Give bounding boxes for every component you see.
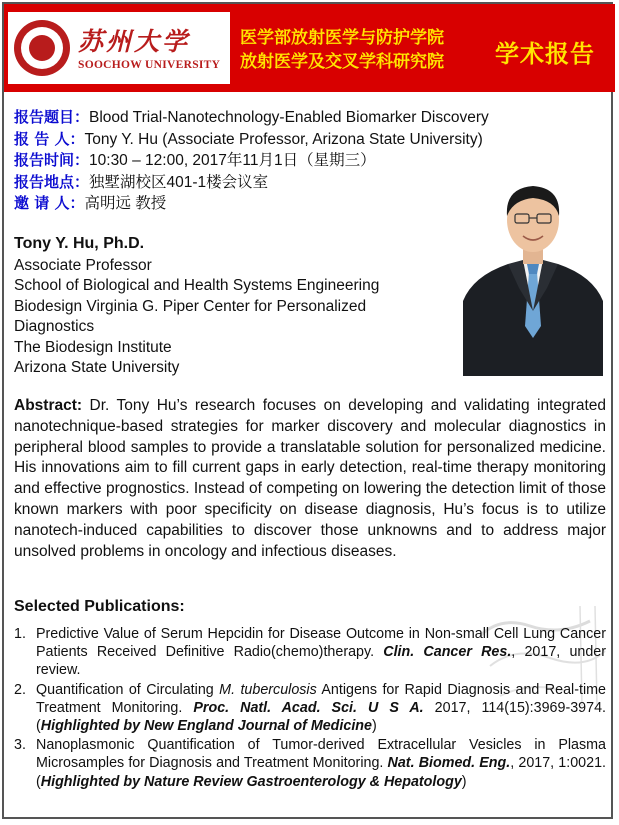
publication-item: [14, 681, 606, 736]
header-banner: [4, 4, 615, 92]
publication-number: 3.: [14, 737, 26, 754]
publication-text: , 2017, under review.: [36, 644, 607, 679]
place-row: [14, 172, 489, 194]
department-name: [240, 26, 444, 74]
publication-highlight: Highlighted by New England Journal of Medicine: [40, 718, 372, 735]
publication-text: , 2017, 1:0021. (: [36, 755, 606, 790]
university-name-cn: 苏州大学: [78, 27, 191, 56]
department-line-1: 医学部放射医学与防护学院: [240, 28, 444, 48]
host-label: 邀 请 人：: [14, 194, 85, 212]
speaker-bio-line: The Biodesign Institute: [14, 338, 172, 356]
university-seal-icon: [14, 20, 70, 76]
university-name-en: SOOCHOW UNIVERSITY: [78, 59, 221, 71]
time-label: 报告时间：: [14, 151, 90, 169]
publication-text: Quantification of Circulating: [36, 681, 220, 698]
abstract-text: Dr. Tony Hu’s research focuses on developing and validating integrated nanotechnique-based strategies for marker discovery and molecular diagnostics in peripheral blood samples to provide a translatable solution for personalized medicine. His innovations aim to fill current gaps in early detection, real-time therapy monitoring and effective prognostics. Instead of competing on lowering the detection limit of those known markers with poor specificity on disease diagnosis, Hu’s focus is to utilize nanotech-induced capabilities to discover those unknowns and to address major unsolved problems in oncology and infectious diseases.: [14, 397, 606, 560]
publication-journal: Proc. Natl. Acad. Sci. U S A.: [193, 699, 424, 716]
publication-text: ): [461, 773, 467, 790]
host-value: 高明远 教授: [84, 195, 167, 212]
speaker-bio-line: Associate Professor: [14, 256, 152, 274]
abstract: [14, 396, 606, 562]
host-row: [14, 193, 489, 215]
publication-number: 2.: [14, 681, 26, 698]
university-logo: [8, 12, 230, 84]
topic-label: 报告题目：: [14, 108, 90, 126]
publication-text: Nanoplasmonic Quantification of Tumor-derived Extracellular Vesicles in Plasma Microsamples for Diagnosis and Treatment Monitoring.: [36, 737, 606, 772]
publication-journal: Clin. Cancer Res.: [383, 644, 512, 661]
publication-text: ): [372, 718, 377, 735]
speaker-value: Tony Y. Hu (Associate Professor, Arizona State University): [84, 130, 483, 148]
report-title: 学术报告: [495, 40, 595, 68]
publication-journal: Nat. Biomed. Eng.: [387, 755, 511, 772]
publications-list: [14, 625, 606, 792]
publication-highlight: Highlighted by Nature Review Gastroenterology & Hepatology: [40, 773, 462, 790]
topic-value: Blood Trial-Nanotechnology-Enabled Biomarker Discovery: [89, 109, 489, 126]
speaker-bio: [14, 234, 379, 379]
publication-text: 2017, 114(15):3969-3974. (: [36, 699, 606, 735]
speaker-photo: [463, 176, 603, 376]
department-line-2: 放射医学及交叉学科研究院: [240, 52, 444, 72]
portrait-image: [463, 176, 603, 376]
publication-number: 1.: [14, 626, 26, 642]
place-value: 独墅湖校区401-1楼会议室: [89, 173, 269, 191]
speaker-bio-line: Biodesign Virginia G. Piper Center for Personalized: [14, 297, 367, 315]
speaker-bio-line: Diagnostics: [14, 318, 95, 335]
time-row: [14, 150, 489, 172]
speaker-label: 报 告 人：: [14, 129, 85, 148]
place-label: 报告地点：: [14, 172, 90, 191]
publication-italic: M. tuberculosis: [219, 681, 317, 698]
topic-row: [14, 107, 489, 129]
speaker-bio-line: School of Biological and Health Systems Engineering: [14, 277, 380, 294]
publication-text: Predictive Value of Serum Hepcidin for Disease Outcome in Non-small Cell Lung Cancer Patients Received Definitive Radio(chemo)therapy.: [36, 626, 606, 661]
talk-info: [14, 107, 489, 215]
publication-text: Antigens for Rapid Diagnosis and Real-time Treatment Monitoring.: [36, 681, 606, 716]
publications-title: Selected Publications:: [14, 598, 185, 615]
speaker-name: Tony Y. Hu, Ph.D.: [14, 235, 145, 252]
publication-item: [14, 736, 606, 791]
speaker-row: [14, 129, 489, 151]
time-value: 10:30 – 12:00, 2017年11月1日（星期三）: [89, 152, 376, 169]
publication-item: [14, 625, 606, 680]
speaker-bio-line: Arizona State University: [14, 359, 180, 376]
abstract-label: Abstract:: [14, 397, 83, 414]
